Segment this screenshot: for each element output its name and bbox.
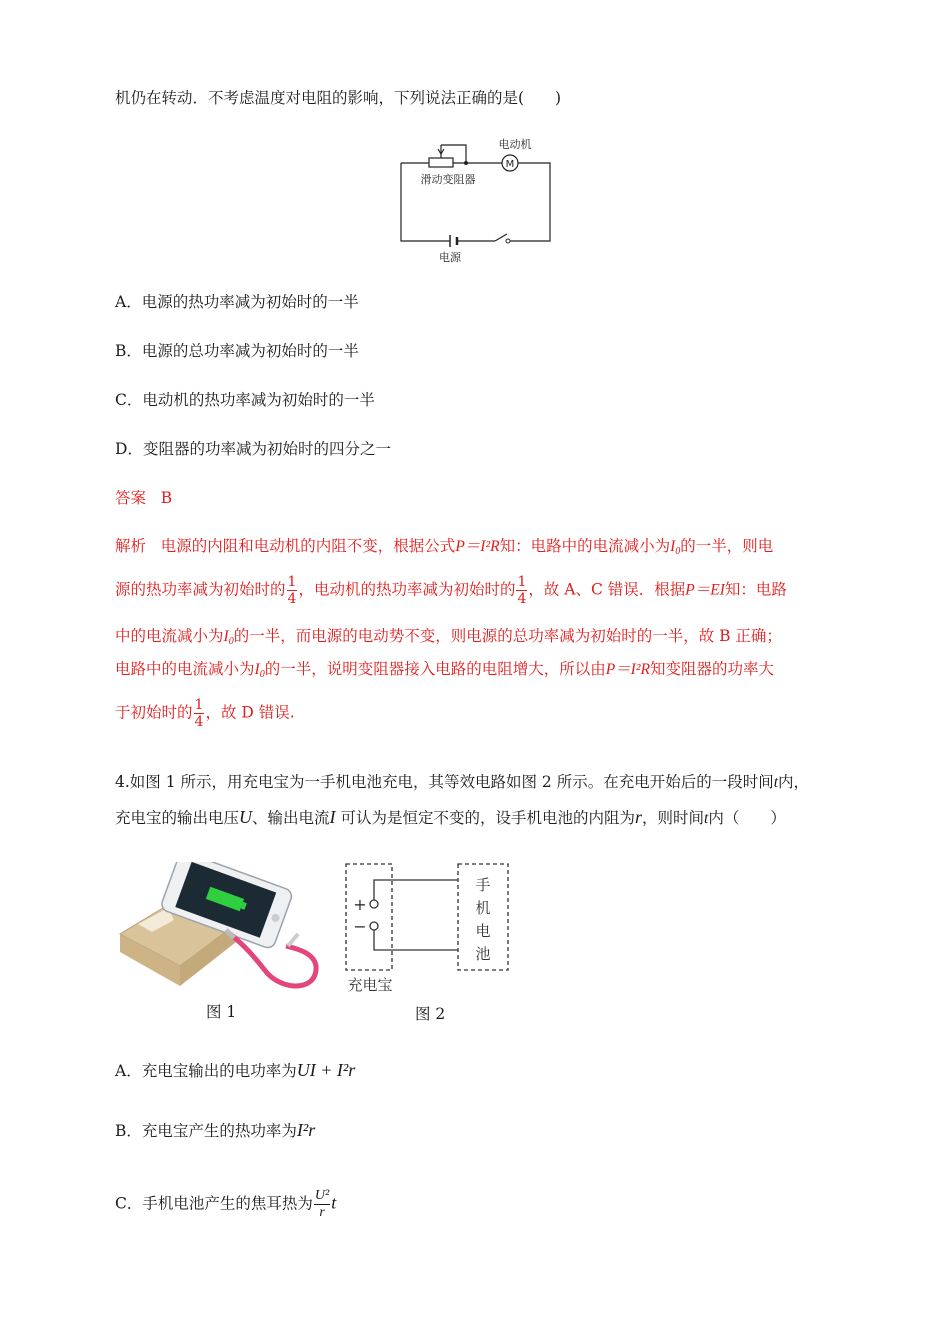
phone-battery-char-3: 电 xyxy=(475,922,491,940)
q4-option-b: B．充电宝产生的热功率为I²r xyxy=(115,1120,316,1140)
figure-1-powerbank-phone xyxy=(118,862,328,1022)
q4-stem-line-2: 充电宝的输出电压U、输出电流I 可认为是恒定不变的，设手机电池的内阻为r，则时间t内（ ） xyxy=(115,807,786,827)
plus-terminal-label: + xyxy=(353,895,367,914)
q3-analysis-line-5: 于初始时的 $\frac{1}{4}$ ，故 D 错误. xyxy=(115,697,295,730)
q3-stem-continuation: 机仍在转动．不考虑温度对电阻的影响，下列说法正确的是( ) xyxy=(115,89,562,107)
phone-battery-char-1: 手 xyxy=(475,876,491,894)
fraction-one-quarter: $\frac{1}{4}$ xyxy=(517,574,527,607)
circuit-diagram xyxy=(395,135,560,265)
motor-symbol: M xyxy=(505,159,515,170)
q4-option-c: C．手机电池产生的焦耳热为 $\frac{\text{U²}}{r}$ t xyxy=(115,1188,337,1220)
q4-stem-line-1: 4.如图 1 所示，用充电宝为一手机电池充电，其等效电路如图 2 所示。在充电开始后的一段时间t内， xyxy=(115,773,810,791)
q3-option-d: D．变阻器的功率减为初始时的四分之一 xyxy=(115,440,391,458)
q3-option-c: C．电动机的热功率减为初始时的一半 xyxy=(115,391,375,409)
q3-analysis-line-3: 中的电流减小为$I_0$的一半，而电源的电动势不变，则电源的总功率减为初始时的一半，故 B 正确； xyxy=(115,627,782,647)
figure-2-caption: 图 2 xyxy=(415,1005,446,1023)
minus-terminal-label: − xyxy=(353,917,367,936)
fraction-one-quarter: $\frac{1}{4}$ xyxy=(194,697,204,730)
fraction-u-squared-over-r: $\frac{\text{U²}}{r}$ xyxy=(314,1188,330,1220)
motor-label: 电动机 xyxy=(498,138,532,151)
q3-analysis-line-2: 源的热功率减为初始时的 $\frac{1}{4}$ ，电动机的热功率减为初始时的 $\frac{1}{4}$ ，故 A、C 错误．根据P＝EI知：电路 xyxy=(115,574,787,607)
rheostat-label: 滑动变阻器 xyxy=(420,173,476,186)
q3-option-b: B．电源的总功率减为初始时的一半 xyxy=(115,342,359,360)
q3-answer: 答案 B xyxy=(115,489,173,507)
source-label: 电源 xyxy=(439,251,461,264)
q3-analysis-line-4: 电路中的电流减小为$I_0$的一半，说明变阻器接入电路的电阻增大，所以由P＝I²R知变阻器的功率大 xyxy=(115,660,774,680)
q3-option-a: A．电源的热功率减为初始时的一半 xyxy=(115,293,359,311)
power-bank-label: 充电宝 xyxy=(347,976,393,994)
phone-battery-char-2: 机 xyxy=(475,899,491,917)
figure-1-caption: 图 1 xyxy=(206,1003,237,1021)
q3-analysis-line-1: 解析 电源的内阻和电动机的内阻不变，根据公式P＝I²R知：电路中的电流减小为$I_0$的一半，则电 xyxy=(115,537,774,557)
fraction-one-quarter: $\frac{1}{4}$ xyxy=(287,574,297,607)
figure-2-equivalent-circuit xyxy=(340,858,520,998)
q4-option-a: A．充电宝输出的电功率为UI + I²r xyxy=(115,1060,356,1080)
phone-battery-char-4: 池 xyxy=(475,945,491,963)
